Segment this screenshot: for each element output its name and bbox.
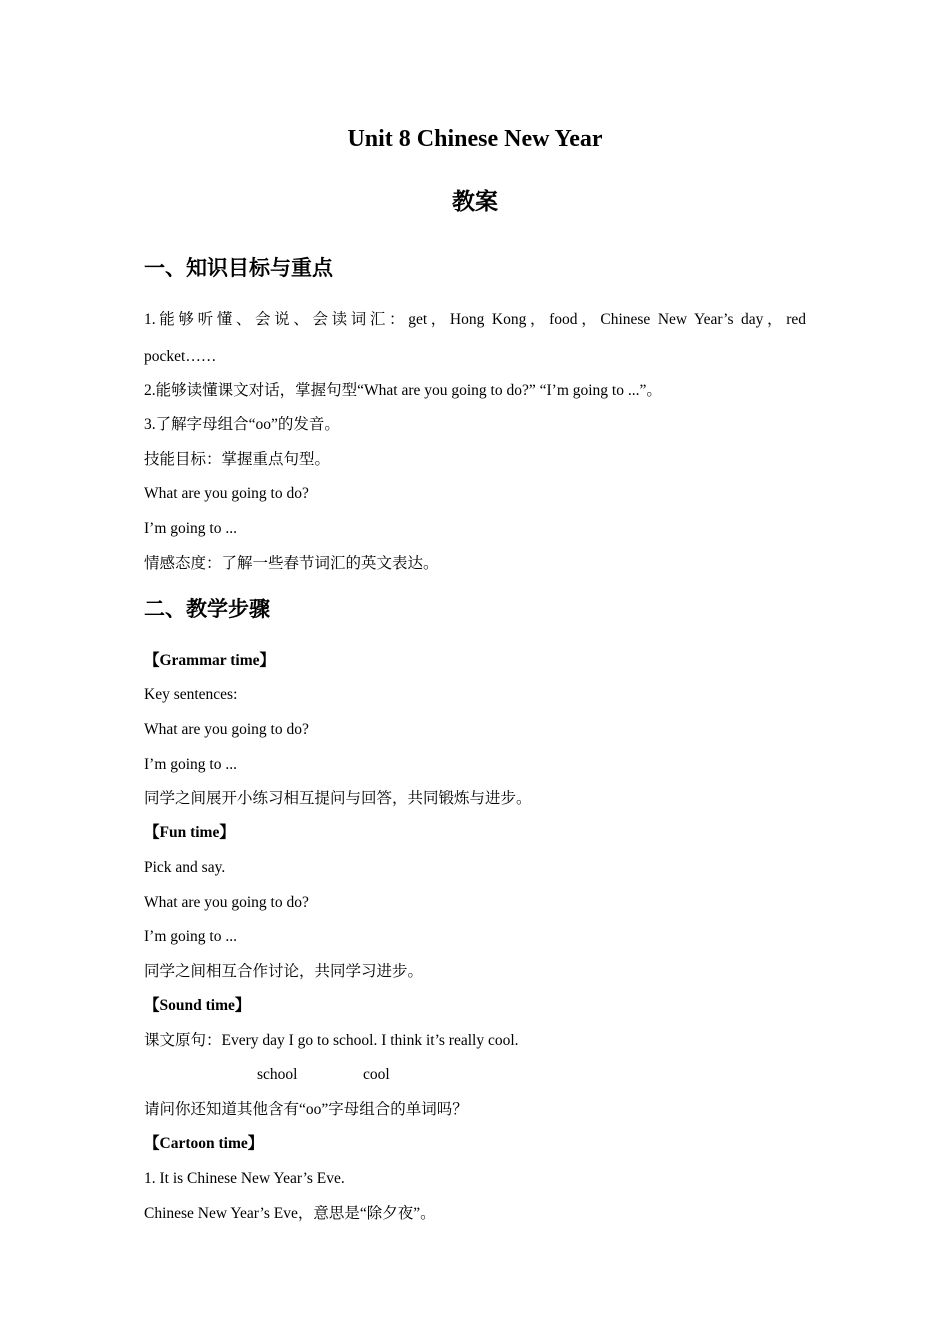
objective-line: pocket……: [144, 348, 217, 365]
document-subtitle: 教案: [452, 189, 498, 215]
objective-line: 1.能够听懂、会说、会读词汇：get，Hong Kong，food，Chinese New Year’s day，red: [144, 311, 806, 328]
objective-line: What are you going to do?: [144, 485, 309, 502]
objective-line: 2.能够读懂课文对话，掌握句型“What are you going to do?” “I’m going to ...”。: [144, 382, 662, 399]
objective-line: 情感态度：了解一些春节词汇的英文表达。: [144, 555, 439, 572]
objective-line: I’m going to ...: [144, 520, 237, 537]
step-line: Pick and say.: [144, 859, 226, 876]
step-heading-sound: 【Sound time】: [144, 997, 251, 1014]
objective-line: 技能目标：掌握重点句型。: [144, 451, 331, 468]
step-line: 同学之间展开小练习相互提问与回答，共同锻炼与进步。: [144, 790, 532, 807]
section-heading-steps: 二、教学步骤: [144, 597, 270, 621]
document-title: Unit 8 Chinese New Year: [347, 126, 603, 152]
step-line: What are you going to do?: [144, 721, 309, 738]
step-line: 课文原句：Every day I go to school. I think it’s really cool.: [144, 1032, 519, 1049]
step-heading-fun: 【Fun time】: [144, 824, 235, 841]
step-line: 请问你还知道其他含有“oo”字母组合的单词吗？: [144, 1101, 468, 1118]
step-line: What are you going to do?: [144, 894, 309, 911]
section-heading-objectives: 一、知识目标与重点: [144, 256, 333, 280]
step-line: I’m going to ...: [144, 756, 237, 773]
step-line: Key sentences:: [144, 686, 238, 703]
step-line: I’m going to ...: [144, 928, 237, 945]
step-heading-cartoon: 【Cartoon time】: [144, 1135, 264, 1152]
step-line: Chinese New Year’s Eve，意思是“除夕夜”。: [144, 1205, 436, 1222]
word-cool: cool: [363, 1066, 390, 1083]
step-line: 同学之间相互合作讨论，共同学习进步。: [144, 963, 424, 980]
word-school: school: [257, 1066, 298, 1083]
step-line: 1. It is Chinese New Year’s Eve.: [144, 1170, 345, 1187]
objective-line: 3.了解字母组合“oo”的发音。: [144, 416, 340, 433]
step-heading-grammar: 【Grammar time】: [144, 652, 275, 669]
